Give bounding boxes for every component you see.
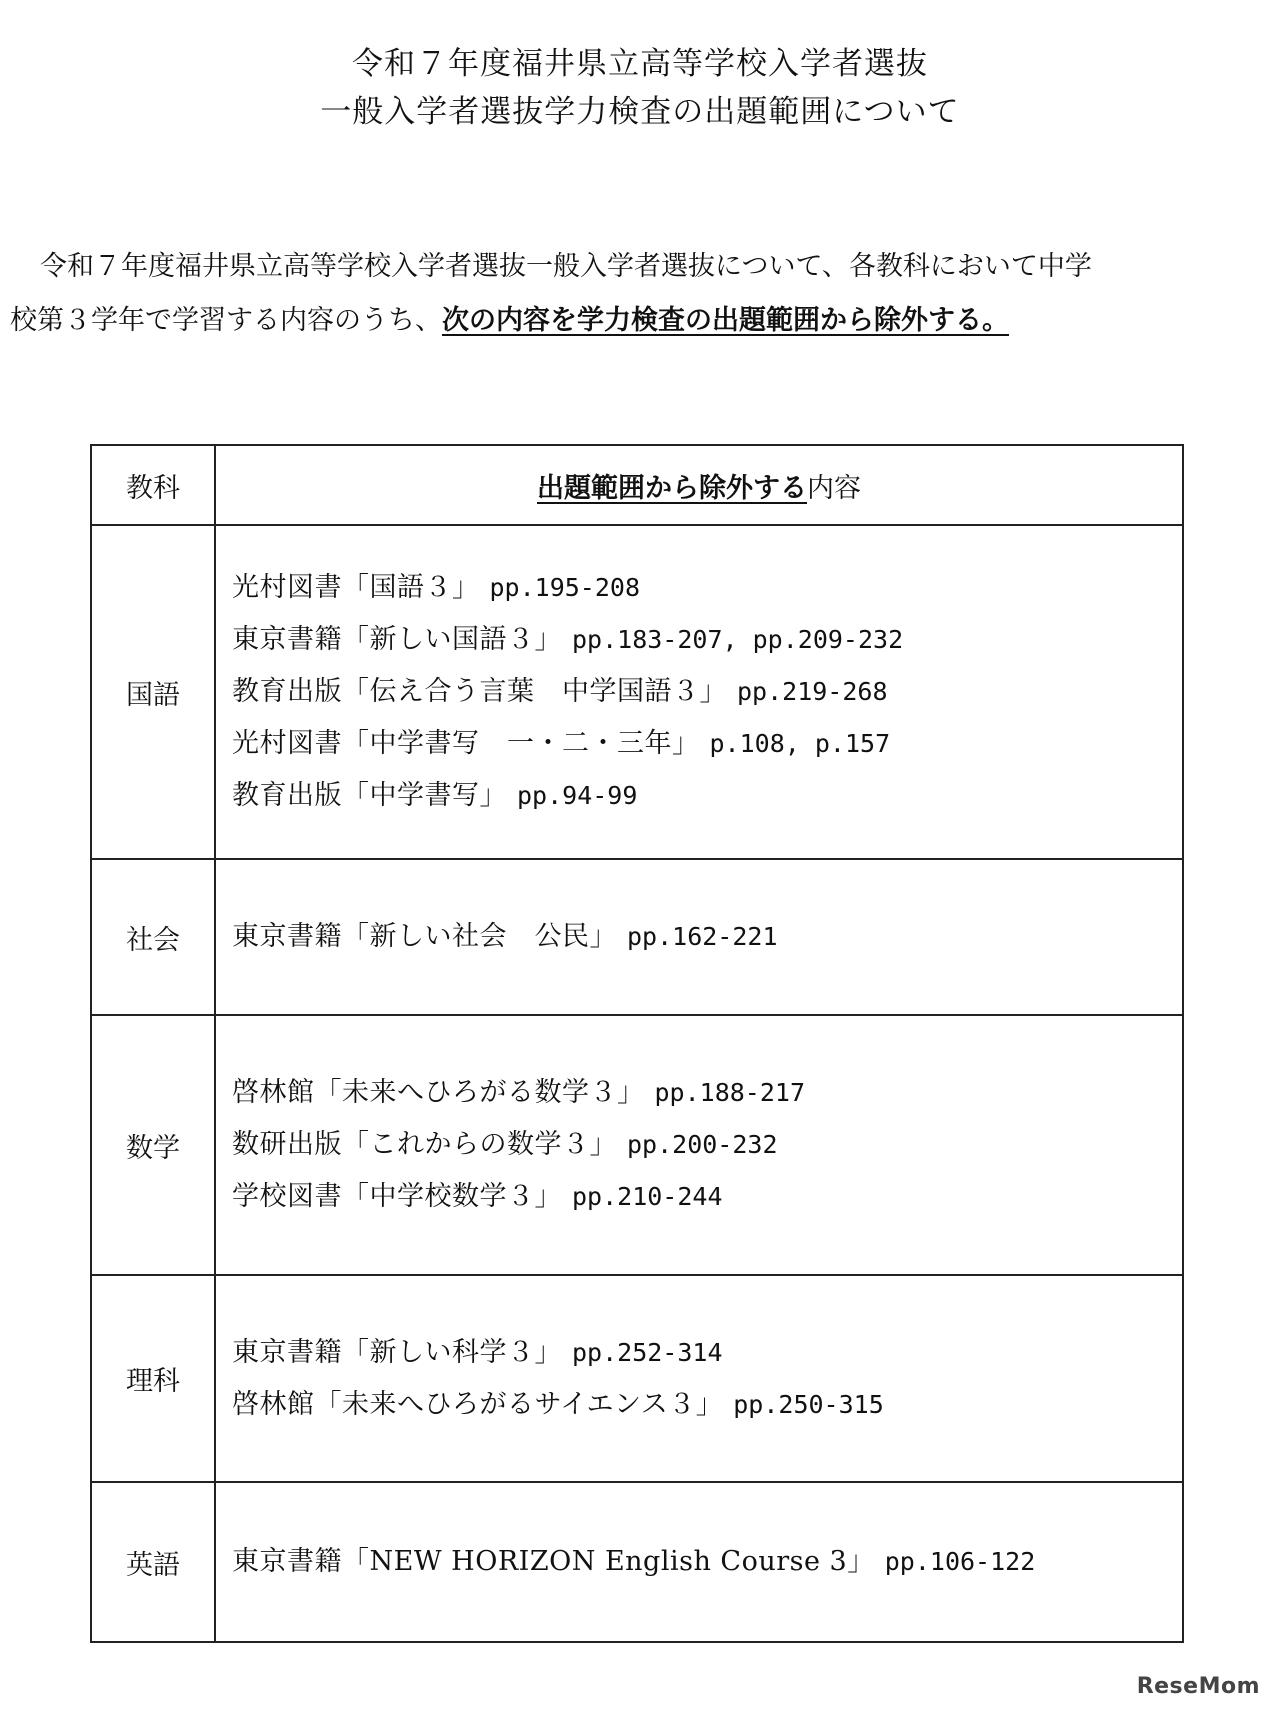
page-range: pp.195-208 [489, 573, 641, 602]
book-title: 東京書籍「新しい科学３」 [232, 1336, 562, 1368]
list-item [232, 614, 1182, 666]
book-title: 光村図書「国語３」 [232, 572, 480, 603]
page-range: pp.210-244 [572, 1182, 723, 1211]
page-range: pp.219-268 [737, 677, 888, 706]
table-row [91, 1482, 1183, 1642]
content-cell [215, 859, 1183, 1015]
list-item [232, 1171, 1182, 1223]
book-title: 東京書籍「NEW HORIZON English Course 3」 [232, 1546, 875, 1577]
book-title: 数研出版「これからの数学３」 [232, 1129, 617, 1160]
book-title: 教育出版「伝え合う言葉 中学国語３」 [232, 676, 727, 707]
list-item [232, 1379, 1182, 1431]
list-item [232, 911, 1182, 963]
table-header-row [91, 445, 1183, 525]
page-range: pp.250-315 [733, 1389, 884, 1419]
table-row [91, 1275, 1183, 1482]
list-item [232, 1119, 1182, 1171]
book-title: 東京書籍「新しい社会 公民」 [232, 921, 617, 952]
document-title [0, 40, 1280, 136]
book-title: 東京書籍「新しい国語３」 [232, 624, 562, 655]
subject-cell: 英語 [91, 1482, 215, 1642]
page-range: pp.106-122 [884, 1547, 1036, 1576]
page-range: pp.94-99 [517, 781, 638, 810]
book-title: 啓林館「未来へひろがる数学３」 [232, 1077, 645, 1108]
header-content-emphasis: 出題範囲から除外する [537, 472, 807, 504]
page-range: pp.162-221 [627, 922, 778, 951]
list-item [232, 718, 1182, 770]
table-row [91, 525, 1183, 859]
intro-paragraph [10, 240, 1272, 348]
book-title: 光村図書「中学書写 一・二・三年」 [232, 728, 700, 759]
content-cell [215, 1015, 1183, 1275]
list-item [232, 1327, 1182, 1379]
title-line-2: 一般入学者選抜学力検査の出題範囲について [320, 94, 960, 130]
subject-cell: 数学 [91, 1015, 215, 1275]
header-content [215, 445, 1183, 525]
book-title: 啓林館「未来へひろがるサイエンス３」 [232, 1388, 724, 1420]
watermark-logo: ReseMom [1136, 1674, 1260, 1699]
page-range: pp.188-217 [654, 1078, 806, 1107]
exclusion-table [90, 444, 1184, 1643]
subject-cell: 社会 [91, 859, 215, 1015]
page-range: p.108, p.157 [709, 729, 891, 758]
page-range: pp.183-207, pp.209-232 [572, 625, 904, 654]
intro-text: 校第３学年で学習する内容のうち、 [10, 305, 442, 336]
page-range: pp.200-232 [627, 1130, 778, 1159]
table-row [91, 859, 1183, 1015]
content-cell [215, 1275, 1183, 1482]
page-range: pp.252-314 [572, 1337, 723, 1367]
subject-cell: 理科 [91, 1275, 215, 1482]
header-content-rest: 内容 [807, 472, 861, 504]
content-cell [215, 525, 1183, 859]
subject-cell: 国語 [91, 525, 215, 859]
content-cell [215, 1482, 1183, 1642]
list-item [232, 1067, 1182, 1119]
book-title: 学校図書「中学校数学３」 [232, 1181, 562, 1212]
title-line-1: 令和７年度福井県立高等学校入学者選抜 [352, 46, 928, 82]
intro-line-2 [10, 294, 1272, 348]
book-title: 教育出版「中学書写」 [232, 780, 507, 811]
list-item [232, 562, 1182, 614]
list-item [232, 1536, 1182, 1588]
list-item [232, 770, 1182, 822]
intro-line-1: 令和７年度福井県立高等学校入学者選抜一般入学者選抜について、各教科において中学 [40, 251, 1092, 282]
intro-emphasis: 次の内容を学力検査の出題範囲から除外する。 [442, 305, 1009, 336]
table-row [91, 1015, 1183, 1275]
header-subject: 教科 [91, 445, 215, 525]
list-item [232, 666, 1182, 718]
